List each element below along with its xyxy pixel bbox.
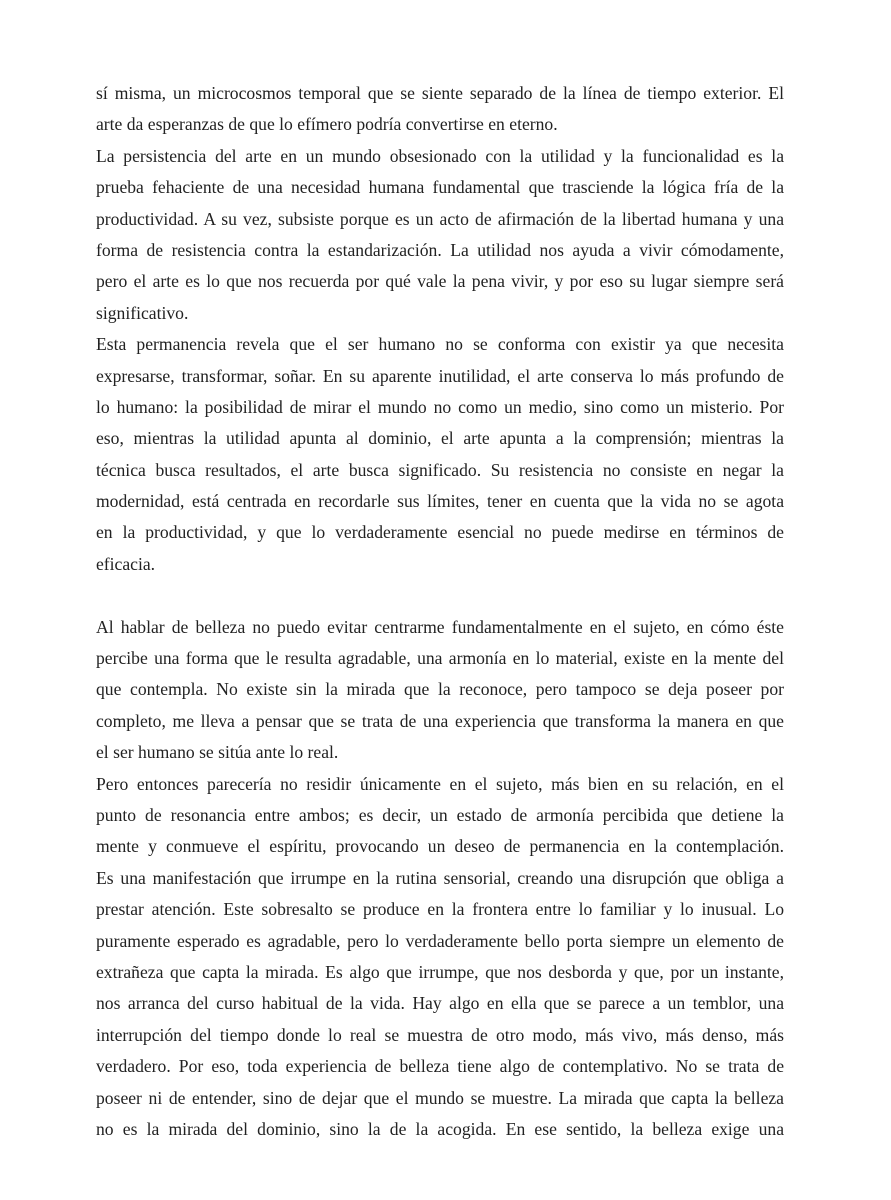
paragraph-3 bbox=[96, 329, 784, 580]
text-line: significativo. bbox=[96, 302, 189, 323]
text-line: arte da esperanzas de que lo efímero podría convertirse en eterno. bbox=[96, 114, 558, 135]
text-line: interrupción del tiempo donde lo real se muestra de otro modo, más vivo, más denso, más bbox=[96, 1024, 784, 1045]
text-line: nos arranca del curso habitual de la vida. Hay algo en ella que se parece a un temblor, una bbox=[96, 993, 784, 1014]
text-line: completo, me lleva a pensar que se trata de una experiencia que transforma la manera en que bbox=[96, 710, 784, 731]
text-line: percibe una forma que le resulta agradable, una armonía en lo material, existe en la mente del bbox=[96, 648, 784, 669]
text-line: Esta permanencia revela que el ser humano no se conforma con existir ya que necesita bbox=[96, 334, 784, 355]
text-line: punto de resonancia entre ambos; es decir, un estado de armonía percibida que detiene la bbox=[96, 804, 784, 825]
text-line: pero el arte es lo que nos recuerda por qué vale la pena vivir, y por eso su lugar siempre será bbox=[96, 271, 784, 292]
text-line: forma de resistencia contra la estandarización. La utilidad nos ayuda a vivir cómodamente, bbox=[96, 239, 784, 260]
text-line: el ser humano se sitúa ante lo real. bbox=[96, 742, 339, 763]
text-line: mente y conmueve el espíritu, provocando un deseo de permanencia en la contemplación. bbox=[96, 836, 784, 857]
paragraph-1 bbox=[96, 78, 784, 141]
paragraph-spacer bbox=[96, 580, 784, 611]
text-line: verdadero. Por eso, toda experiencia de belleza tiene algo de contemplativo. No se trata de bbox=[96, 1056, 784, 1077]
text-line: en la productividad, y que lo verdaderamente esencial no puede medirse en términos de bbox=[96, 522, 784, 543]
paragraph-2 bbox=[96, 141, 784, 329]
text-line: Es una manifestación que irrumpe en la rutina sensorial, creando una disrupción que obliga a bbox=[96, 867, 784, 888]
text-line: Pero entonces parecería no residir únicamente en el sujeto, más bien en su relación, en el bbox=[96, 773, 784, 794]
text-line: extrañeza que capta la mirada. Es algo que irrumpe, que nos desborda y que, por un instante, bbox=[96, 961, 784, 982]
text-line: que contempla. No existe sin la mirada que la reconoce, pero tampoco se deja poseer por bbox=[96, 679, 784, 700]
text-line: Al hablar de belleza no puedo evitar centrarme fundamentalmente en el sujeto, en cómo éste bbox=[96, 616, 784, 637]
text-line: puramente esperado es agradable, pero lo verdaderamente bello porta siempre un elemento de bbox=[96, 930, 784, 951]
text-line: expresarse, transformar, soñar. En su aparente inutilidad, el arte conserva lo más profundo de bbox=[96, 365, 784, 386]
text-line: lo humano: la posibilidad de mirar el mundo no como un medio, sino como un misterio. Por bbox=[96, 396, 784, 417]
text-line: La persistencia del arte en un mundo obsesionado con la utilidad y la funcionalidad es la bbox=[96, 145, 784, 166]
document-page bbox=[96, 78, 784, 1145]
text-line: no es la mirada del dominio, sino la de la acogida. En ese sentido, la belleza exige una bbox=[96, 1118, 784, 1139]
text-line: eso, mientras la utilidad apunta al dominio, el arte apunta a la comprensión; mientras la bbox=[96, 428, 784, 449]
paragraph-4 bbox=[96, 612, 784, 769]
text-line: sí misma, un microcosmos temporal que se siente separado de la línea de tiempo exterior. El bbox=[96, 83, 784, 103]
text-line: prueba fehaciente de una necesidad humana fundamental que trasciende la lógica fría de la bbox=[96, 177, 784, 198]
text-line: productividad. A su vez, subsiste porque es un acto de afirmación de la libertad humana y una bbox=[96, 208, 784, 229]
text-line: modernidad, está centrada en recordarle sus límites, tener en cuenta que la vida no se agota bbox=[96, 491, 784, 512]
text-line: eficacia. bbox=[96, 553, 156, 574]
text-line: técnica busca resultados, el arte busca significado. Su resistencia no consiste en negar la bbox=[96, 459, 784, 480]
text-line: poseer ni de entender, sino de dejar que el mundo se muestre. La mirada que capta la belleza bbox=[96, 1087, 784, 1108]
text-line: prestar atención. Este sobresalto se produce en la frontera entre lo familiar y lo inusual. Lo bbox=[96, 899, 784, 920]
paragraph-5 bbox=[96, 769, 784, 1146]
